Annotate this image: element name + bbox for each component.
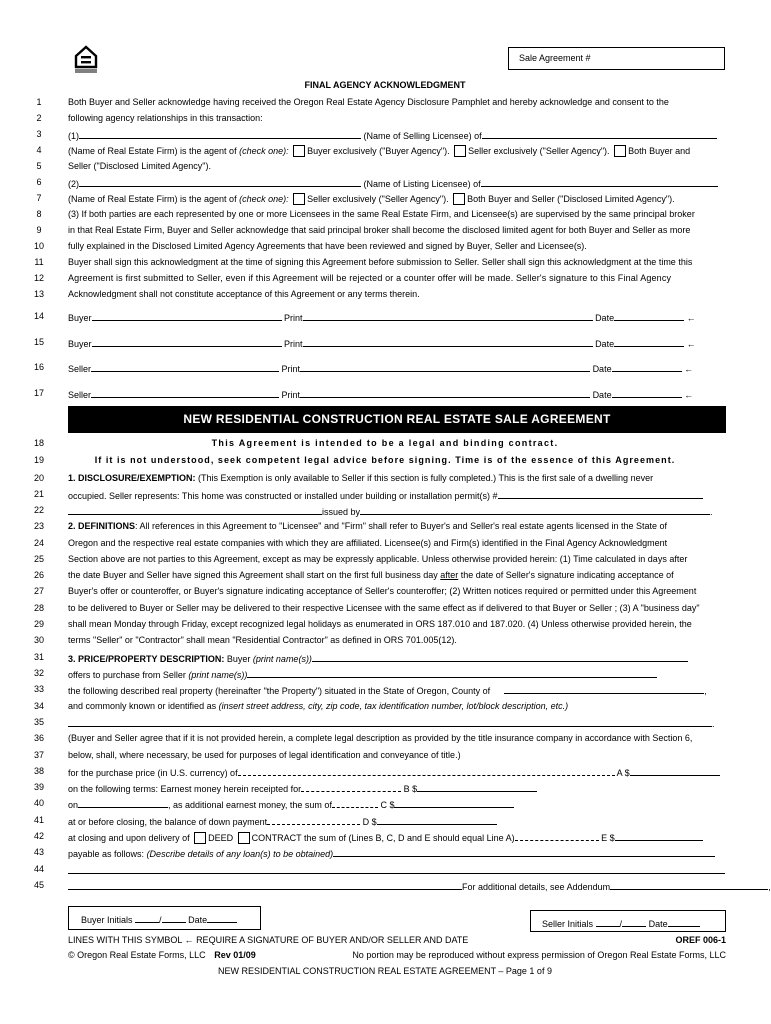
issued-by-field[interactable] <box>360 505 710 515</box>
seller-1-print-field[interactable] <box>300 362 590 372</box>
agency-line-11: Buyer shall sign this acknowledgment at the time of signing this Agreement before submission to Seller. Seller shall sign this acknowledgment at the time this <box>68 257 693 267</box>
line-number: 16 <box>33 362 44 372</box>
agency-line-1: Both Buyer and Seller acknowledge having received the Oregon Real Estate Agency Disclosure Pamphlet and hereby acknowledge and consent to the <box>68 97 669 107</box>
line-number: 41 <box>33 815 44 825</box>
price-line-33: the following described real property (hereinafter "the Property") situated in the State of Oregon, County of , <box>68 686 707 696</box>
buyer-1-date-field[interactable] <box>614 311 684 321</box>
seller-initials-field-1[interactable] <box>596 917 620 927</box>
definitions-heading: 2. DEFINITIONS <box>68 521 136 531</box>
listing-firm-field[interactable] <box>481 177 718 187</box>
line-number: 40 <box>33 798 44 808</box>
buyer-1-signature-field[interactable] <box>92 311 282 321</box>
line-number: 26 <box>33 570 44 580</box>
line-number: 3 <box>36 129 42 139</box>
signature-row: Seller Print Date ← <box>68 364 694 374</box>
line-number: 8 <box>36 209 42 219</box>
line-number: 25 <box>33 554 44 564</box>
property-address-field[interactable] <box>68 717 712 727</box>
definitions-line-24: Oregon and the respective real estate companies with which they are affiliated. Licensee(s) and Firm(s) identified in the Final Agency Acknowledgment <box>68 538 668 548</box>
contract-checkbox[interactable] <box>238 832 250 844</box>
dotted-leader <box>515 831 599 841</box>
line-number: 21 <box>33 489 44 499</box>
signature-row: Seller Print Date ← <box>68 390 694 400</box>
line-number: 5 <box>36 161 42 171</box>
definitions-line-26: the date Buyer and Seller have signed this Agreement shall start on the first full business day after the date of Seller's signature indicating acceptance of <box>68 570 674 580</box>
agency-line-9: in that Real Estate Firm, Buyer and Seller acknowledge that said principal broker shall become the disclosed limited agent for both Buyer and Seller as more <box>68 225 691 235</box>
line-number: 23 <box>33 521 44 531</box>
line-number: 2 <box>36 113 42 123</box>
agency-line-10: fully explained in the Disclosed Limited Agency Agreements that have been reviewed and signed by Buyer, Seller and Licensee(s). <box>68 241 587 251</box>
disclosure-line-20: 1. DISCLOSURE/EXEMPTION: (This Exemption is only available to Seller if this section is fully completed.) This is the first sale of a dwelling never <box>68 473 654 483</box>
price-line-36: (Buyer and Seller agree that if it is not provided herein, a complete legal description as provided by the title insurance company in accordance with Section 6, <box>68 733 693 743</box>
agency-line-6: (2) (Name of Listing Licensee) of <box>68 177 726 189</box>
page-footer: NEW RESIDENTIAL CONSTRUCTION REAL ESTATE AGREEMENT – Page 1 of 9 <box>218 966 552 976</box>
arrow-left-icon: ← <box>686 339 696 349</box>
definitions-line-30: terms "Seller" or "Contractor" shall mean "Residential Contractor" as defined in ORS 701.005(12). <box>68 635 457 645</box>
line-number: 42 <box>33 831 44 841</box>
dotted-leader <box>238 766 615 776</box>
price-line-34: and commonly known or identified as (insert street address, city, zip code, tax identification number, lot/block description, etc.) <box>68 701 569 711</box>
dotted-leader <box>301 782 401 792</box>
line-number: 38 <box>33 766 44 776</box>
binding-contract-notice: This Agreement is intended to be a legal and binding contract. <box>211 438 559 448</box>
permit-blank-field[interactable] <box>68 505 322 515</box>
price-line-32: offers to purchase from Seller (print name(s)) <box>68 668 726 680</box>
dotted-leader <box>267 815 360 825</box>
buyer-2-signature-field[interactable] <box>92 337 282 347</box>
buyer-agency-checkbox[interactable] <box>293 145 305 157</box>
buyer-initials-field-1[interactable] <box>135 913 159 923</box>
seller-initials-box: Seller Initials / Date <box>530 910 726 932</box>
agency-line-3: (1) (Name of Selling Licensee) of <box>68 129 726 141</box>
line-number: 32 <box>33 668 44 678</box>
disclosure-heading: 1. DISCLOSURE/EXEMPTION: <box>68 473 196 483</box>
signature-symbol-note: LINES WITH THIS SYMBOL ← REQUIRE A SIGNATURE OF BUYER AND/OR SELLER AND DATE <box>68 935 469 945</box>
seller-1-signature-field[interactable] <box>91 362 279 372</box>
price-line-44 <box>68 864 726 876</box>
line-number: 29 <box>33 619 44 629</box>
arrow-left-icon: ← <box>684 364 694 374</box>
permit-number-field[interactable] <box>498 489 703 499</box>
buyer-2-date-field[interactable] <box>614 337 684 347</box>
agency-line-7: (Name of Real Estate Firm) is the agent of (check one): Seller exclusively ("Seller Agency"). Both Buyer and Seller ("Disclosed Limited Agency"). <box>68 194 675 204</box>
line-number: 28 <box>33 603 44 613</box>
agency-line-4: (Name of Real Estate Firm) is the agent of (check one): Buyer exclusively ("Buyer Agency"). Seller exclusively ("Seller Agency"). Both Buyer and <box>68 146 691 156</box>
arrow-left-icon: ← <box>684 390 694 400</box>
price-line-31: 3. PRICE/PROPERTY DESCRIPTION: Buyer (print name(s)) <box>68 652 726 664</box>
price-line-41: at or before closing, the balance of down payment D $ <box>68 815 726 827</box>
line-number: 7 <box>36 193 42 203</box>
line-number: 10 <box>33 241 44 251</box>
definitions-line-23: 2. DEFINITIONS: All references in this Agreement to "Licensee" and "Firm" shall refer to Buyer's and Seller's real estate agents licensed in the State of <box>68 521 668 531</box>
line-number: 45 <box>33 880 44 890</box>
disclosure-line-21: occupied. Seller represents: This home was constructed or installed under building or installation permit(s) # <box>68 489 726 501</box>
seller-2-print-field[interactable] <box>300 388 590 398</box>
buyer-initials-field-2[interactable] <box>162 913 186 923</box>
buyer-initials-box: Buyer Initials / Date <box>68 906 261 930</box>
price-line-43: payable as follows: (Describe details of any loan(s) to be obtained) <box>68 847 726 859</box>
buyer-initials-date-field[interactable] <box>207 913 237 923</box>
seller-2-date-field[interactable] <box>612 388 682 398</box>
line-number: 35 <box>33 717 44 727</box>
listing-licensee-field[interactable] <box>79 177 361 187</box>
definitions-line-29: shall mean Monday through Friday, except recognized legal holidays as enumerated in ORS 187.010 and 187.020. (4) Unless otherwise provided herein, the <box>68 619 692 629</box>
line-number: 27 <box>33 586 44 596</box>
payment-details-field[interactable] <box>333 847 715 857</box>
copyright-line: © Oregon Real Estate Forms, LLC Rev 01/09 <box>68 950 256 960</box>
price-line-45: For additional details, see Addendum , <box>68 880 726 892</box>
deed-checkbox[interactable] <box>194 832 206 844</box>
listing-seller-agency-checkbox[interactable] <box>293 193 305 205</box>
listing-disclosed-limited-checkbox[interactable] <box>453 193 465 205</box>
county-field[interactable] <box>504 684 704 694</box>
selling-firm-field[interactable] <box>482 129 717 139</box>
line-number: 43 <box>33 847 44 857</box>
agency-line-2: following agency relationships in this transaction: <box>68 113 263 123</box>
price-line-40: on , as additional earnest money, the sum of C $ <box>68 798 726 810</box>
agency-line-8: (3) If both parties are each represented by one or more Licensees in the same Real Estate Firm, and Licensee(s) are supervised by the same principal broker <box>68 209 695 219</box>
signature-row: Buyer Print Date ← <box>68 339 696 349</box>
definitions-line-28: to be delivered to Buyer or Seller may be delivered to their respective Licensee with the same effect as if delivered to that Buyer or Seller ; (3) A "business day" <box>68 603 700 613</box>
earnest-money-field[interactable] <box>417 782 537 792</box>
line-number: 11 <box>34 257 44 267</box>
line-number: 14 <box>33 311 44 321</box>
seller-2-signature-field[interactable] <box>91 388 279 398</box>
line-number: 15 <box>33 337 44 347</box>
equal-housing-icon <box>74 44 98 74</box>
dotted-leader <box>332 798 378 808</box>
additional-earnest-date-field[interactable] <box>78 798 168 808</box>
buyer-1-print-field[interactable] <box>303 311 593 321</box>
selling-licensee-field[interactable] <box>79 129 361 139</box>
seller-initials-date-field[interactable] <box>668 917 700 927</box>
line-number: 9 <box>36 225 42 235</box>
price-line-35: . <box>68 717 726 729</box>
sale-agreement-label: Sale Agreement # <box>519 53 591 63</box>
legal-advice-notice: If it is not understood, seek competent legal advice before signing. Time is of the essence of this Agreement. <box>94 455 676 465</box>
line-number: 44 <box>33 864 44 874</box>
line-number: 30 <box>33 635 44 645</box>
arrow-left-icon: ← <box>686 313 696 323</box>
price-line-42: at closing and upon delivery of DEED CONTRACT the sum of (Lines B, C, D and E should equal Line A) E $ <box>68 831 726 844</box>
down-payment-field[interactable] <box>377 815 497 825</box>
additional-earnest-amount-field[interactable] <box>394 798 514 808</box>
line-number: 20 <box>33 473 44 483</box>
seller-1-date-field[interactable] <box>612 362 682 372</box>
definitions-line-25: Section above are not parties to this Agreement, except as may be expressly applicable. Unless otherwise provided herein: (1) Time calculated in days after <box>68 554 688 564</box>
line-number: 13 <box>33 289 44 299</box>
line-number: 4 <box>36 145 42 155</box>
buyer-2-print-field[interactable] <box>303 337 593 347</box>
line-number: 33 <box>33 684 44 694</box>
line-number: 12 <box>33 273 44 283</box>
line-number: 1 <box>36 97 42 107</box>
seller-initials-field-2[interactable] <box>622 917 646 927</box>
reproduction-notice: No portion may be reproduced without express permission of Oregon Real Estate Forms, LLC <box>352 950 726 960</box>
arrow-left-icon: ← <box>184 935 194 945</box>
line-number: 31 <box>33 652 44 662</box>
line-number: 22 <box>33 505 44 515</box>
agency-line-13: Acknowledgment shall not constitute acceptance of this Agreement or any terms therein. <box>68 289 420 299</box>
purchase-price-field[interactable] <box>630 766 720 776</box>
both-agency-checkbox[interactable] <box>614 145 626 157</box>
line-number: 6 <box>36 177 42 187</box>
line-number: 37 <box>33 750 44 760</box>
seller-agency-checkbox[interactable] <box>454 145 466 157</box>
buyer-name-field[interactable] <box>312 652 688 662</box>
agreement-banner: NEW RESIDENTIAL CONSTRUCTION REAL ESTATE SALE AGREEMENT <box>68 406 726 433</box>
line-number: 36 <box>33 733 44 743</box>
payment-details-field-2[interactable] <box>68 864 725 874</box>
addendum-field[interactable] <box>610 880 768 890</box>
seller-name-field[interactable] <box>247 668 657 678</box>
line-number: 34 <box>33 701 44 711</box>
line-number: 17 <box>33 388 44 398</box>
sale-agreement-number-field[interactable] <box>508 47 725 70</box>
form-code: OREF 006-1 <box>675 935 726 945</box>
page-title: FINAL AGENCY ACKNOWLEDGMENT <box>304 80 466 90</box>
price-heading: 3. PRICE/PROPERTY DESCRIPTION: <box>68 654 225 664</box>
disclosure-line-22: issued by . <box>68 505 726 517</box>
price-line-39: on the following terms: Earnest money herein receipted for B $ <box>68 782 726 794</box>
payment-details-field-3[interactable] <box>68 880 462 890</box>
line-number: 19 <box>33 455 44 465</box>
line-number: 24 <box>33 538 44 548</box>
agency-line-5: Seller ("Disclosed Limited Agency"). <box>68 161 211 171</box>
agency-line-12: Agreement is first submitted to Seller, even if this Agreement will be rejected or a counter offer will be made. Seller's signature to this Final Agency <box>68 273 672 283</box>
price-line-37: below, shall, where necessary, be used for purposes of legal identification and conveyance of title.) <box>68 750 461 760</box>
signature-row: Buyer Print Date ← <box>68 313 696 323</box>
balance-field[interactable] <box>615 831 703 841</box>
definitions-line-27: Buyer's offer or counteroffer, or Buyer's signature indicating acceptance of Seller's counteroffer; (2) Written notices required or permitted under this Agreement <box>68 586 697 596</box>
price-line-38: for the purchase price (in U.S. currency) of A $ <box>68 766 726 778</box>
line-number: 18 <box>33 438 44 448</box>
line-number: 39 <box>33 782 44 792</box>
